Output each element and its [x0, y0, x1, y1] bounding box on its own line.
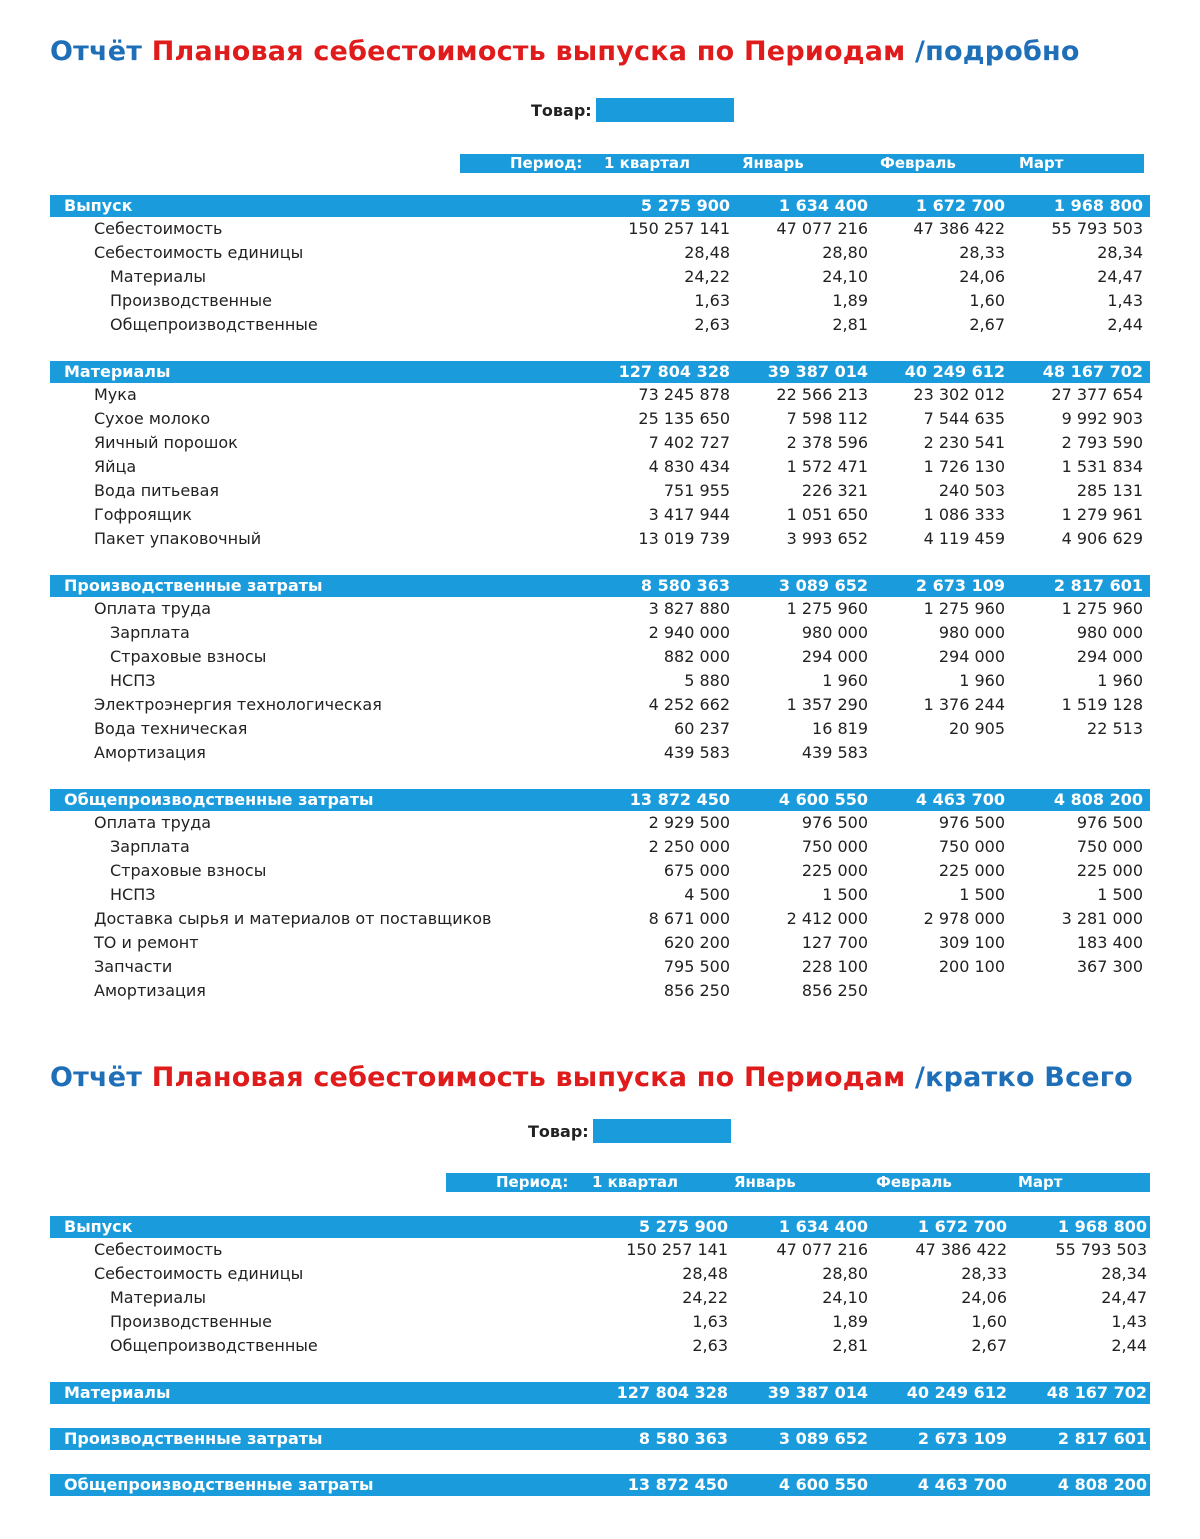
section-total-cell: 5 275 900 — [640, 196, 730, 215]
table-cell: 8 671 000 — [648, 909, 730, 928]
goods-label: Товар: — [528, 1121, 589, 1141]
table-row — [50, 955, 1150, 979]
table-row — [50, 907, 1150, 931]
section-header-row — [50, 575, 1150, 597]
table-cell: 2,81 — [832, 315, 868, 334]
section-name: Выпуск — [64, 1217, 133, 1236]
section-gap — [50, 337, 1150, 361]
table-row — [50, 717, 1150, 741]
table-row — [50, 265, 1150, 289]
row-label: Запчасти — [94, 957, 173, 976]
section-header-row — [50, 1382, 1150, 1404]
section-name: Производственные затраты — [64, 576, 323, 595]
row-label: Амортизация — [94, 981, 206, 1000]
table-cell: 620 200 — [663, 933, 730, 952]
row-label: Производственные — [110, 291, 272, 310]
section-total-cell: 39 387 014 — [767, 1383, 868, 1402]
row-label: НСПЗ — [110, 671, 156, 690]
section-total-cell: 4 463 700 — [917, 1475, 1007, 1494]
table-cell: 1,89 — [832, 291, 868, 310]
table-cell: 1 086 333 — [923, 505, 1005, 524]
section-total-cell: 48 167 702 — [1042, 362, 1143, 381]
table-cell: 795 500 — [663, 957, 730, 976]
table-row — [50, 479, 1150, 503]
table-row — [50, 979, 1150, 1003]
table-cell: 4 500 — [684, 885, 730, 904]
table-cell: 28,34 — [1097, 243, 1143, 262]
table-cell: 24,22 — [682, 1288, 728, 1307]
table-cell: 285 131 — [1076, 481, 1143, 500]
row-label: Мука — [94, 385, 137, 404]
table-cell: 28,34 — [1101, 1264, 1147, 1283]
table-cell: 3 281 000 — [1061, 909, 1143, 928]
table-row — [50, 503, 1150, 527]
table-cell: 28,48 — [684, 243, 730, 262]
goods-label: Товар: — [531, 100, 592, 120]
table-row — [50, 741, 1150, 765]
table-cell: 294 000 — [938, 647, 1005, 666]
period-header — [446, 1173, 1150, 1192]
table-cell: 1 519 128 — [1061, 695, 1143, 714]
table-cell: 13 019 739 — [638, 529, 730, 548]
table-cell: 22 566 213 — [776, 385, 868, 404]
period-col-jan: Январь — [734, 1173, 796, 1191]
table-cell: 228 100 — [801, 957, 868, 976]
section-total-cell: 4 600 550 — [778, 1475, 868, 1494]
report-title — [50, 1062, 1133, 1093]
section-total-cell: 13 872 450 — [629, 790, 730, 809]
section-total-cell: 40 249 612 — [904, 362, 1005, 381]
table-cell: 1 275 960 — [1061, 599, 1143, 618]
section-header-row — [50, 361, 1150, 383]
table-cell: 976 500 — [938, 813, 1005, 832]
row-label: Себестоимость единицы — [94, 1264, 304, 1283]
table-cell: 1,60 — [969, 291, 1005, 310]
report-title — [50, 36, 1080, 67]
table-cell: 28,80 — [822, 1264, 868, 1283]
row-label: Себестоимость — [94, 1240, 223, 1259]
section-name: Материалы — [64, 362, 171, 381]
section-total-cell: 4 808 200 — [1053, 790, 1143, 809]
row-label: Себестоимость единицы — [94, 243, 304, 262]
table-cell: 976 500 — [801, 813, 868, 832]
table-cell: 226 321 — [801, 481, 868, 500]
table-row — [50, 597, 1150, 621]
section-total-cell: 1 634 400 — [778, 1217, 868, 1236]
table-cell: 24,06 — [959, 267, 1005, 286]
section-total-cell: 1 672 700 — [917, 1217, 1007, 1236]
table-cell: 3 827 880 — [648, 599, 730, 618]
table-cell: 240 503 — [938, 481, 1005, 500]
row-label: Пакет упаковочный — [94, 529, 262, 548]
period-label: Период: — [496, 1173, 569, 1191]
table-cell: 55 793 503 — [1055, 1240, 1147, 1259]
title-prefix: Отчёт — [50, 36, 143, 67]
section-total-cell: 1 968 800 — [1057, 1217, 1147, 1236]
table-cell: 675 000 — [663, 861, 730, 880]
table-cell: 367 300 — [1076, 957, 1143, 976]
table-row — [50, 621, 1150, 645]
table-cell: 127 700 — [801, 933, 868, 952]
table-cell: 2 230 541 — [923, 433, 1005, 452]
table-cell: 4 119 459 — [923, 529, 1005, 548]
section-gap — [50, 551, 1150, 575]
table-cell: 7 544 635 — [923, 409, 1005, 428]
table-cell: 24,47 — [1097, 267, 1143, 286]
table-cell: 3 993 652 — [786, 529, 868, 548]
table-row — [50, 1286, 1150, 1310]
section-total-cell: 2 817 601 — [1057, 1429, 1147, 1448]
row-label: Яйца — [94, 457, 137, 476]
section-total-cell: 8 580 363 — [640, 576, 730, 595]
period-col-mar: Март — [1019, 154, 1064, 172]
table-cell: 25 135 650 — [638, 409, 730, 428]
table-cell: 1 500 — [1097, 885, 1143, 904]
title-suffix: /подробно — [915, 36, 1080, 67]
table-cell: 2,81 — [832, 1336, 868, 1355]
table-cell: 3 417 944 — [648, 505, 730, 524]
table-cell: 2,44 — [1107, 315, 1143, 334]
section-total-cell: 4 600 550 — [778, 790, 868, 809]
section-total-cell: 1 968 800 — [1053, 196, 1143, 215]
section-header-row — [50, 789, 1150, 811]
table-cell: 28,33 — [959, 243, 1005, 262]
row-label: ТО и ремонт — [94, 933, 199, 952]
table-cell: 856 250 — [663, 981, 730, 1000]
table-cell: 980 000 — [801, 623, 868, 642]
row-label: Яичный порошок — [94, 433, 238, 452]
report-table — [50, 195, 1150, 1003]
goods-filter — [528, 1119, 731, 1143]
row-label: Доставка сырья и материалов от поставщиков — [94, 909, 492, 928]
table-cell: 1 376 244 — [923, 695, 1005, 714]
row-label: Производственные — [110, 1312, 272, 1331]
table-row — [50, 217, 1150, 241]
table-cell: 225 000 — [801, 861, 868, 880]
table-cell: 750 000 — [1076, 837, 1143, 856]
table-cell: 1,60 — [971, 1312, 1007, 1331]
row-label: НСПЗ — [110, 885, 156, 904]
table-cell: 7 598 112 — [786, 409, 868, 428]
table-row — [50, 931, 1150, 955]
section-name: Производственные затраты — [64, 1429, 323, 1448]
table-cell: 2 929 500 — [648, 813, 730, 832]
period-col-quarter: 1 квартал — [604, 154, 690, 172]
section-header-row — [50, 1428, 1150, 1450]
table-cell: 856 250 — [801, 981, 868, 1000]
period-col-jan: Январь — [742, 154, 804, 172]
title-main: Плановая себестоимость выпуска по Периодам — [151, 36, 906, 67]
row-label: Себестоимость — [94, 219, 223, 238]
table-cell: 1 726 130 — [923, 457, 1005, 476]
section-header-row — [50, 195, 1150, 217]
table-cell: 60 237 — [674, 719, 730, 738]
table-cell: 2 378 596 — [786, 433, 868, 452]
table-cell: 439 583 — [801, 743, 868, 762]
table-cell: 7 402 727 — [648, 433, 730, 452]
section-name: Материалы — [64, 1383, 171, 1402]
table-cell: 1 531 834 — [1061, 457, 1143, 476]
table-cell: 1 960 — [822, 671, 868, 690]
table-cell: 976 500 — [1076, 813, 1143, 832]
table-row — [50, 859, 1150, 883]
table-cell: 225 000 — [938, 861, 1005, 880]
table-cell: 439 583 — [663, 743, 730, 762]
table-cell: 1 500 — [959, 885, 1005, 904]
section-gap — [50, 1358, 1150, 1382]
row-label: Сухое молоко — [94, 409, 211, 428]
goods-field[interactable] — [596, 98, 734, 122]
section-total-cell: 3 089 652 — [778, 576, 868, 595]
table-cell: 24,10 — [822, 267, 868, 286]
table-cell: 309 100 — [938, 933, 1005, 952]
section-total-cell: 4 808 200 — [1057, 1475, 1147, 1494]
row-label: Материалы — [110, 267, 206, 286]
table-row — [50, 1262, 1150, 1286]
period-col-quarter: 1 квартал — [592, 1173, 678, 1191]
table-row — [50, 1334, 1150, 1358]
section-total-cell: 2 673 109 — [915, 576, 1005, 595]
title-suffix: /кратко Всего — [915, 1062, 1133, 1093]
section-gap — [50, 1404, 1150, 1428]
section-total-cell: 48 167 702 — [1046, 1383, 1147, 1402]
table-cell: 200 100 — [938, 957, 1005, 976]
section-total-cell: 127 804 328 — [616, 1383, 728, 1402]
period-col-feb: Февраль — [876, 1173, 952, 1191]
row-label: Страховые взносы — [110, 647, 267, 666]
row-label: Зарплата — [110, 623, 190, 642]
row-label: Общепроизводственные — [110, 1336, 318, 1355]
table-cell: 1,63 — [694, 291, 730, 310]
row-label: Общепроизводственные — [110, 315, 318, 334]
table-row — [50, 527, 1150, 551]
section-name: Общепроизводственные затраты — [64, 790, 374, 809]
section-gap — [50, 765, 1150, 789]
section-total-cell: 13 872 450 — [627, 1475, 728, 1494]
table-cell: 5 880 — [684, 671, 730, 690]
goods-field[interactable] — [593, 1119, 731, 1143]
period-label: Период: — [510, 154, 583, 172]
table-row — [50, 407, 1150, 431]
table-cell: 882 000 — [663, 647, 730, 666]
row-label: Страховые взносы — [110, 861, 267, 880]
table-row — [50, 383, 1150, 407]
table-cell: 225 000 — [1076, 861, 1143, 880]
table-cell: 1 500 — [822, 885, 868, 904]
table-row — [50, 835, 1150, 859]
table-row — [50, 1238, 1150, 1262]
table-row — [50, 811, 1150, 835]
table-cell: 1,43 — [1107, 291, 1143, 310]
table-cell: 47 386 422 — [913, 219, 1005, 238]
table-cell: 2 793 590 — [1061, 433, 1143, 452]
table-cell: 1,89 — [832, 1312, 868, 1331]
table-cell: 24,10 — [822, 1288, 868, 1307]
table-cell: 750 000 — [801, 837, 868, 856]
table-cell: 73 245 878 — [638, 385, 730, 404]
table-cell: 4 906 629 — [1061, 529, 1143, 548]
table-row — [50, 431, 1150, 455]
table-cell: 47 077 216 — [776, 1240, 868, 1259]
table-cell: 23 302 012 — [913, 385, 1005, 404]
report-table — [50, 1216, 1150, 1496]
title-main: Плановая себестоимость выпуска по Периодам — [151, 1062, 906, 1093]
section-total-cell: 3 089 652 — [778, 1429, 868, 1448]
table-row — [50, 289, 1150, 313]
table-cell: 9 992 903 — [1061, 409, 1143, 428]
section-header-row — [50, 1216, 1150, 1238]
table-row — [50, 883, 1150, 907]
section-total-cell: 39 387 014 — [767, 362, 868, 381]
table-cell: 750 000 — [938, 837, 1005, 856]
section-total-cell: 5 275 900 — [638, 1217, 728, 1236]
table-row — [50, 313, 1150, 337]
table-cell: 47 386 422 — [915, 1240, 1007, 1259]
row-label: Оплата труда — [94, 813, 212, 832]
row-label: Электроэнергия технологическая — [94, 695, 382, 714]
row-label: Оплата труда — [94, 599, 212, 618]
table-cell: 2 412 000 — [786, 909, 868, 928]
period-header — [460, 154, 1144, 173]
period-col-mar: Март — [1018, 1173, 1063, 1191]
period-col-feb: Февраль — [880, 154, 956, 172]
table-cell: 150 257 141 — [626, 1240, 728, 1259]
section-header-row — [50, 1474, 1150, 1496]
table-cell: 2,67 — [969, 315, 1005, 334]
table-cell: 1 051 650 — [786, 505, 868, 524]
table-cell: 1 960 — [1097, 671, 1143, 690]
section-name: Выпуск — [64, 196, 133, 215]
table-cell: 2,63 — [694, 315, 730, 334]
table-cell: 24,06 — [961, 1288, 1007, 1307]
goods-filter — [531, 98, 734, 122]
table-cell: 47 077 216 — [776, 219, 868, 238]
section-total-cell: 4 463 700 — [915, 790, 1005, 809]
table-cell: 751 955 — [663, 481, 730, 500]
section-total-cell: 1 672 700 — [915, 196, 1005, 215]
table-cell: 1,63 — [692, 1312, 728, 1331]
table-cell: 1,43 — [1111, 1312, 1147, 1331]
table-cell: 2,67 — [971, 1336, 1007, 1355]
table-cell: 4 830 434 — [648, 457, 730, 476]
table-row — [50, 455, 1150, 479]
table-cell: 2 940 000 — [648, 623, 730, 642]
table-cell: 28,48 — [682, 1264, 728, 1283]
row-label: Вода питьевая — [94, 481, 220, 500]
table-row — [50, 241, 1150, 265]
table-cell: 24,47 — [1101, 1288, 1147, 1307]
table-cell: 24,22 — [684, 267, 730, 286]
row-label: Зарплата — [110, 837, 190, 856]
table-cell: 22 513 — [1087, 719, 1143, 738]
table-cell: 1 572 471 — [786, 457, 868, 476]
row-label: Материалы — [110, 1288, 206, 1307]
table-row — [50, 669, 1150, 693]
row-label: Амортизация — [94, 743, 206, 762]
table-cell: 980 000 — [1076, 623, 1143, 642]
section-total-cell: 127 804 328 — [618, 362, 730, 381]
table-cell: 980 000 — [938, 623, 1005, 642]
table-cell: 2,63 — [692, 1336, 728, 1355]
section-total-cell: 2 817 601 — [1053, 576, 1143, 595]
table-cell: 28,80 — [822, 243, 868, 262]
section-total-cell: 8 580 363 — [638, 1429, 728, 1448]
table-cell: 2 978 000 — [923, 909, 1005, 928]
table-cell: 1 357 290 — [786, 695, 868, 714]
table-cell: 2,44 — [1111, 1336, 1147, 1355]
table-cell: 55 793 503 — [1051, 219, 1143, 238]
table-cell: 28,33 — [961, 1264, 1007, 1283]
table-row — [50, 1310, 1150, 1334]
table-row — [50, 645, 1150, 669]
table-cell: 4 252 662 — [648, 695, 730, 714]
table-cell: 1 960 — [959, 671, 1005, 690]
section-name: Общепроизводственные затраты — [64, 1475, 374, 1494]
section-total-cell: 40 249 612 — [906, 1383, 1007, 1402]
section-total-cell: 2 673 109 — [917, 1429, 1007, 1448]
table-cell: 1 275 960 — [786, 599, 868, 618]
table-cell: 16 819 — [812, 719, 868, 738]
table-row — [50, 693, 1150, 717]
table-cell: 183 400 — [1076, 933, 1143, 952]
row-label: Гофроящик — [94, 505, 192, 524]
table-cell: 1 279 961 — [1061, 505, 1143, 524]
table-cell: 150 257 141 — [628, 219, 730, 238]
table-cell: 20 905 — [949, 719, 1005, 738]
table-cell: 1 275 960 — [923, 599, 1005, 618]
table-cell: 2 250 000 — [648, 837, 730, 856]
table-cell: 27 377 654 — [1051, 385, 1143, 404]
table-cell: 294 000 — [801, 647, 868, 666]
title-prefix: Отчёт — [50, 1062, 143, 1093]
table-cell: 294 000 — [1076, 647, 1143, 666]
section-gap — [50, 1450, 1150, 1474]
row-label: Вода техническая — [94, 719, 248, 738]
section-total-cell: 1 634 400 — [778, 196, 868, 215]
